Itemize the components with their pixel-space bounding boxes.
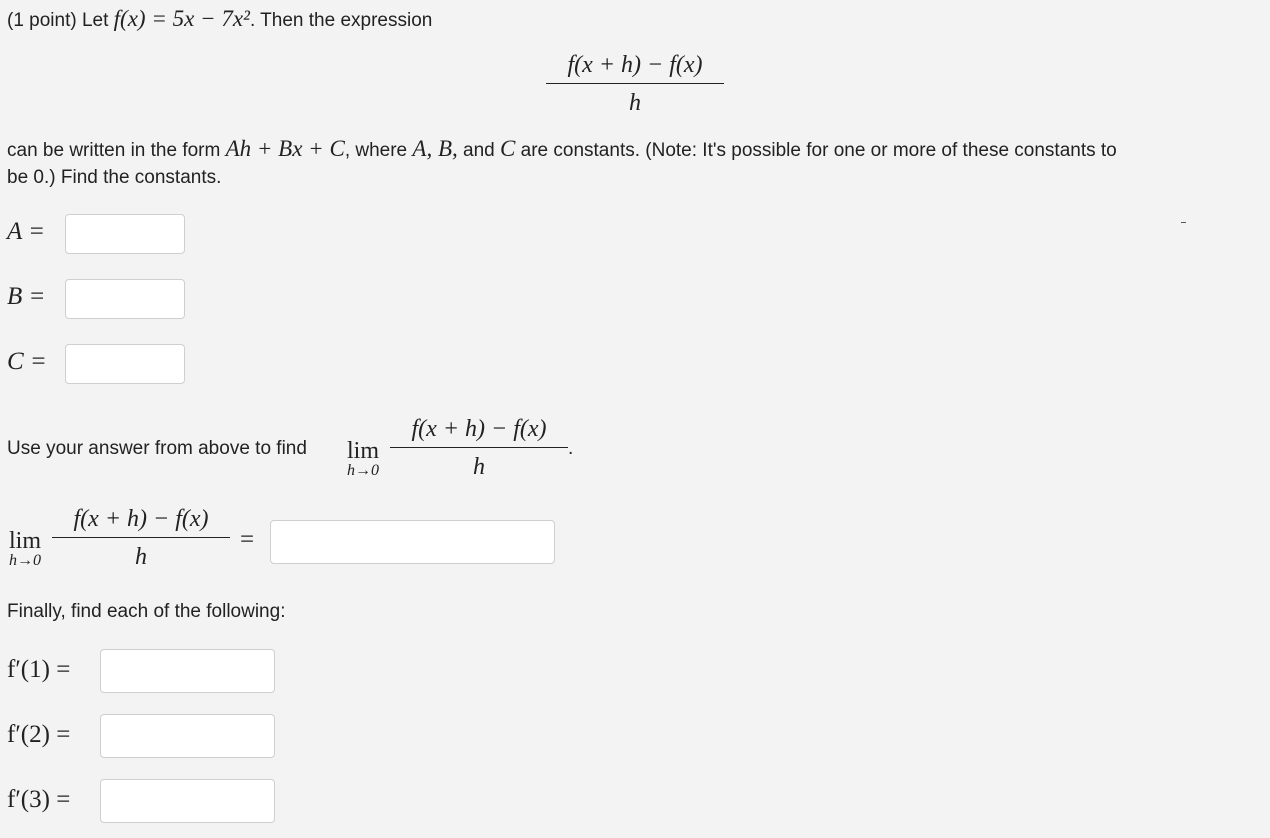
limit-numerator: f(x + h) − f(x) xyxy=(73,506,209,532)
intro-suffix: . Then the expression xyxy=(249,10,433,31)
function-definition: f(x) = 5x − 7x² xyxy=(113,6,250,31)
constants-list: A, B, xyxy=(412,136,458,161)
derivatives-intro: Finally, find each of the following: xyxy=(7,601,286,622)
label-f-prime-2: f′(2) = xyxy=(7,721,71,748)
constant-c: C xyxy=(500,136,516,161)
form-and: and xyxy=(457,140,501,161)
f-prime-3-input[interactable] xyxy=(100,779,275,823)
label-b: B = xyxy=(7,283,46,310)
form-mid: , where xyxy=(344,140,413,161)
limit-quotient-inline xyxy=(390,416,568,481)
limit-period: . xyxy=(568,438,574,459)
form-prefix: can be written in the form xyxy=(7,140,226,161)
limit-quotient xyxy=(52,506,230,571)
difference-quotient-denominator: h xyxy=(629,90,641,116)
limit-denominator: h xyxy=(135,544,147,570)
label-f-prime-1: f′(1) = xyxy=(7,656,71,683)
intro-prefix: (1 point) Let xyxy=(7,10,114,31)
fraction-bar xyxy=(546,83,724,84)
answer-a-input[interactable] xyxy=(65,214,185,254)
limit-denominator: h xyxy=(473,454,485,480)
label-c: C = xyxy=(7,348,47,375)
answer-c-input[interactable] xyxy=(65,344,185,384)
label-a: A = xyxy=(7,218,45,245)
f-prime-2-input[interactable] xyxy=(100,714,275,758)
f-prime-1-input[interactable] xyxy=(100,649,275,693)
label-f-prime-3: f′(3) = xyxy=(7,786,71,813)
limit-numerator: f(x + h) − f(x) xyxy=(411,416,547,442)
fraction-bar xyxy=(390,447,568,448)
form-note-continued: be 0.) Find the constants. xyxy=(7,167,222,188)
fraction-bar xyxy=(52,537,230,538)
difference-quotient xyxy=(546,52,724,117)
answer-b-input[interactable] xyxy=(65,279,185,319)
limit-operator-inline xyxy=(343,440,383,480)
limit-equals: = xyxy=(240,526,255,553)
stray-mark xyxy=(1181,222,1186,223)
lim-subscript: h→0 xyxy=(347,462,379,479)
lim-subscript: h→0 xyxy=(9,552,41,569)
lim-word: lim xyxy=(346,438,379,464)
limit-intro: Use your answer from above to find xyxy=(7,438,307,459)
problem-intro xyxy=(7,6,432,32)
lim-word: lim xyxy=(8,528,41,554)
limit-operator xyxy=(5,530,45,570)
form-expression: Ah + Bx + C xyxy=(225,136,345,161)
difference-quotient-numerator: f(x + h) − f(x) xyxy=(567,52,703,78)
limit-answer-input[interactable] xyxy=(270,520,555,564)
form-description xyxy=(7,136,1117,162)
form-note: are constants. (Note: It's possible for one or more of these constants to xyxy=(515,140,1117,161)
